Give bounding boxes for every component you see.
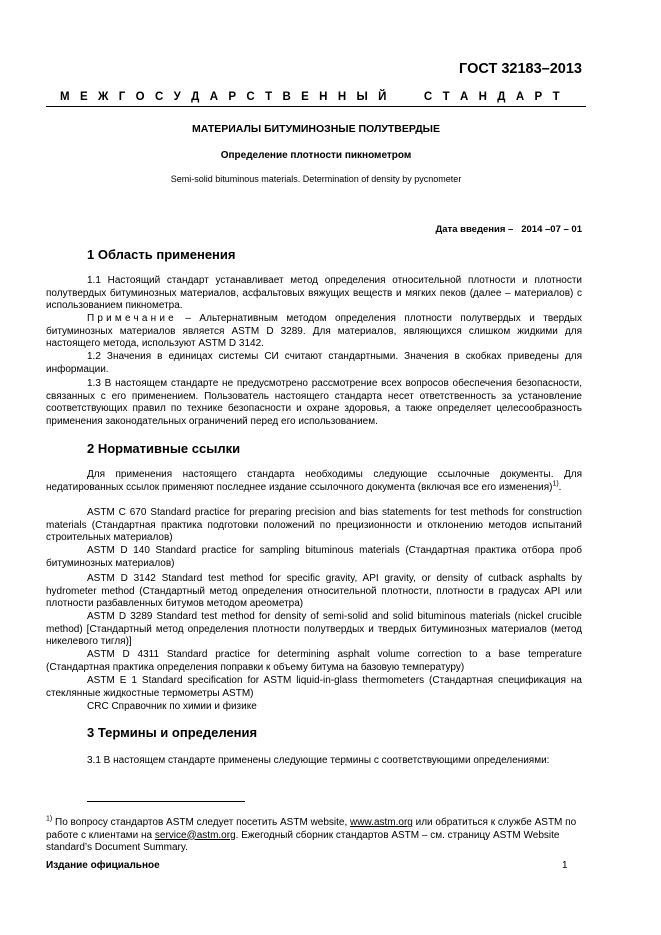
standard-code: ГОСТ 32183–2013 bbox=[459, 61, 582, 77]
banner-letter: Т bbox=[265, 91, 273, 103]
banner-letter: Н bbox=[478, 91, 487, 103]
banner-letter: В bbox=[282, 91, 291, 103]
section-2-heading: 2 Нормативные ссылки bbox=[87, 441, 241, 456]
reference-item bbox=[46, 573, 582, 611]
reference-text: ASTM D 3289 Standard test method for density of semi-solid and solid bituminous materials (nickel crucible method) [Стандартный метод определения плотности полутвердых и твердых битуминозных материалов (метод никелевого тигля)] bbox=[46, 611, 582, 647]
banner-letter bbox=[410, 91, 413, 103]
document-subtitle: Определение плотности пикнометром bbox=[220, 150, 412, 161]
reference-item bbox=[46, 507, 582, 545]
reference-item bbox=[46, 611, 582, 649]
page-number: 1 bbox=[562, 860, 568, 871]
banner-letter: У bbox=[173, 91, 181, 103]
banner-letter: Д bbox=[191, 91, 200, 103]
section-1-heading: 1 Область применения bbox=[87, 247, 236, 262]
banner-letter: Е bbox=[301, 91, 309, 103]
footnote-marker: 1) bbox=[552, 480, 559, 488]
references-intro-text: Для применения настоящего стандарта необходимы следующие ссылочные документы. Для недатированных ссылок применяют последнее издание ссылочного документа (включая все его изменения) bbox=[46, 469, 582, 493]
banner-letter: Р bbox=[534, 91, 543, 103]
footnote-text-b: или обратиться к службе ASTM по работе с клиентами на bbox=[46, 817, 577, 841]
introduction-date: Дата введения – 2014 –07 – 01 bbox=[435, 224, 582, 235]
note-paragraph bbox=[46, 313, 582, 351]
banner-letter: С bbox=[246, 91, 255, 103]
reference-text: ASTM C 670 Standard practice for preparing precision and bias statements for test methods for construction materials (Стандартная практика подготовки положений по прецизионности и отклонению методов испытаний строительных материалов) bbox=[46, 507, 582, 543]
banner-letter: А bbox=[459, 91, 469, 103]
note-label: Примечание bbox=[87, 313, 177, 324]
reference-item bbox=[46, 649, 582, 674]
reference-text: ASTM D 140 Standard practice for sampling bituminous materials (Стандартная практика отбора проб битуминозных материалов) bbox=[46, 545, 582, 569]
paragraph-1-2 bbox=[46, 351, 582, 376]
banner-letter: М bbox=[60, 91, 70, 103]
paragraph-3-1 bbox=[46, 755, 582, 768]
banner-letter: А bbox=[209, 91, 219, 103]
document-title: МАТЕРИАЛЫ БИТУМИНОЗНЫЕ ПОЛУТВЕРДЫЕ bbox=[192, 123, 440, 135]
paragraph-1-3-text: 1.3 В настоящем стандарте не предусмотрено рассмотрение всех вопросов обеспечения безопасности, связанных с его применением. Пользователь настоящего стандарта несет ответственность за установление соответствующих правил по технике безопасности и охране здоровья, а также определяет целесообразность применения законодательных ограничений перед его использованием. bbox=[46, 378, 582, 427]
banner-letter: Т bbox=[442, 91, 450, 103]
reference-text: CRC Справочник по химии и физике bbox=[87, 701, 257, 712]
footnote-rule bbox=[87, 801, 245, 802]
english-title: Semi-solid bituminous materials. Determination of density by pycnometer bbox=[170, 174, 462, 184]
reference-item bbox=[46, 675, 582, 700]
reference-text: ASTM D 3142 Standard test method for specific gravity, API gravity, or density of cutback asphalts by hydrometer method (Стандартный метод определения относительной плотности, плотности в градусах API или плотности разбавленных битумов методом ареометра) bbox=[46, 573, 582, 609]
paragraph-1-1-text: 1.1 Настоящий стандарт устанавливает метод определения относительной плотности и плотности полутвердых битуминозных материалов, асфальтовых вяжущих веществ и мягких пеков (далее – материалов) с использованием пикнометра. bbox=[46, 275, 582, 311]
banner-letter: Г bbox=[118, 91, 126, 103]
paragraph-1-2-text: 1.2 Значения в единицах системы СИ считают стандартными. Значения в скобках приведены для информации. bbox=[46, 351, 582, 375]
references-intro bbox=[46, 469, 582, 494]
banner-letter: Й bbox=[378, 91, 387, 103]
footnote bbox=[46, 817, 582, 855]
banner-letter bbox=[397, 91, 400, 103]
reference-item bbox=[46, 545, 582, 570]
reference-text: ASTM D 4311 Standard practice for determining asphalt volume correction to a base temperature (Стандартная практика определения поправки к объему битума на базовую температуру) bbox=[46, 649, 582, 673]
banner-letter: А bbox=[515, 91, 525, 103]
banner-letter: Р bbox=[228, 91, 237, 103]
section-3-heading: 3 Термины и определения bbox=[87, 725, 258, 740]
banner-letter: Т bbox=[552, 91, 560, 103]
interstate-standard-banner bbox=[60, 91, 560, 103]
astm-email-link[interactable]: service@astm.org bbox=[154, 829, 236, 841]
paragraph-1-3 bbox=[46, 378, 582, 428]
paragraph-3-1-text: 3.1 В настоящем стандарте применены следующие термины с соответствующими определениями: bbox=[87, 755, 550, 766]
astm-website-link[interactable]: www.astm.org bbox=[350, 817, 413, 828]
banner-letter: Д bbox=[497, 91, 506, 103]
banner-letter: С bbox=[423, 91, 433, 103]
banner-letter: О bbox=[135, 91, 145, 103]
footnote-text-a: По вопросу стандартов ASTM следует посетить ASTM website, bbox=[52, 817, 351, 828]
banner-letter: С bbox=[154, 91, 164, 103]
banner-letter: Н bbox=[319, 91, 328, 103]
banner-letter: Ы bbox=[356, 91, 368, 103]
paragraph-1-1 bbox=[46, 275, 582, 313]
official-edition-label: Издание официальное bbox=[46, 860, 160, 871]
note-text: – Альтернативным методом определения плотности полутвердых и твердых битуминозных материалов является ASTM D 3289. Для материалов, являющихся слишком жидкими для настоящего метода, используют ASTM D 3142. bbox=[46, 313, 582, 349]
reference-item bbox=[46, 701, 582, 714]
references-intro-end: . bbox=[558, 481, 562, 493]
footnote-number: 1) bbox=[46, 815, 53, 823]
banner-letter: Н bbox=[337, 91, 347, 103]
header-rule bbox=[46, 106, 586, 107]
banner-letter: Ж bbox=[97, 91, 109, 103]
banner-letter: Е bbox=[79, 91, 88, 103]
reference-text: ASTM E 1 Standard specification for ASTM liquid-in-glass thermometers (Стандартная спецификация на стеклянные жидкостные термометры ASTM) bbox=[46, 675, 582, 699]
footnote-text-c: . Ежегодный сборник стандартов ASTM – см. страницу ASTM Website standard’s Document Summary. bbox=[46, 829, 560, 853]
